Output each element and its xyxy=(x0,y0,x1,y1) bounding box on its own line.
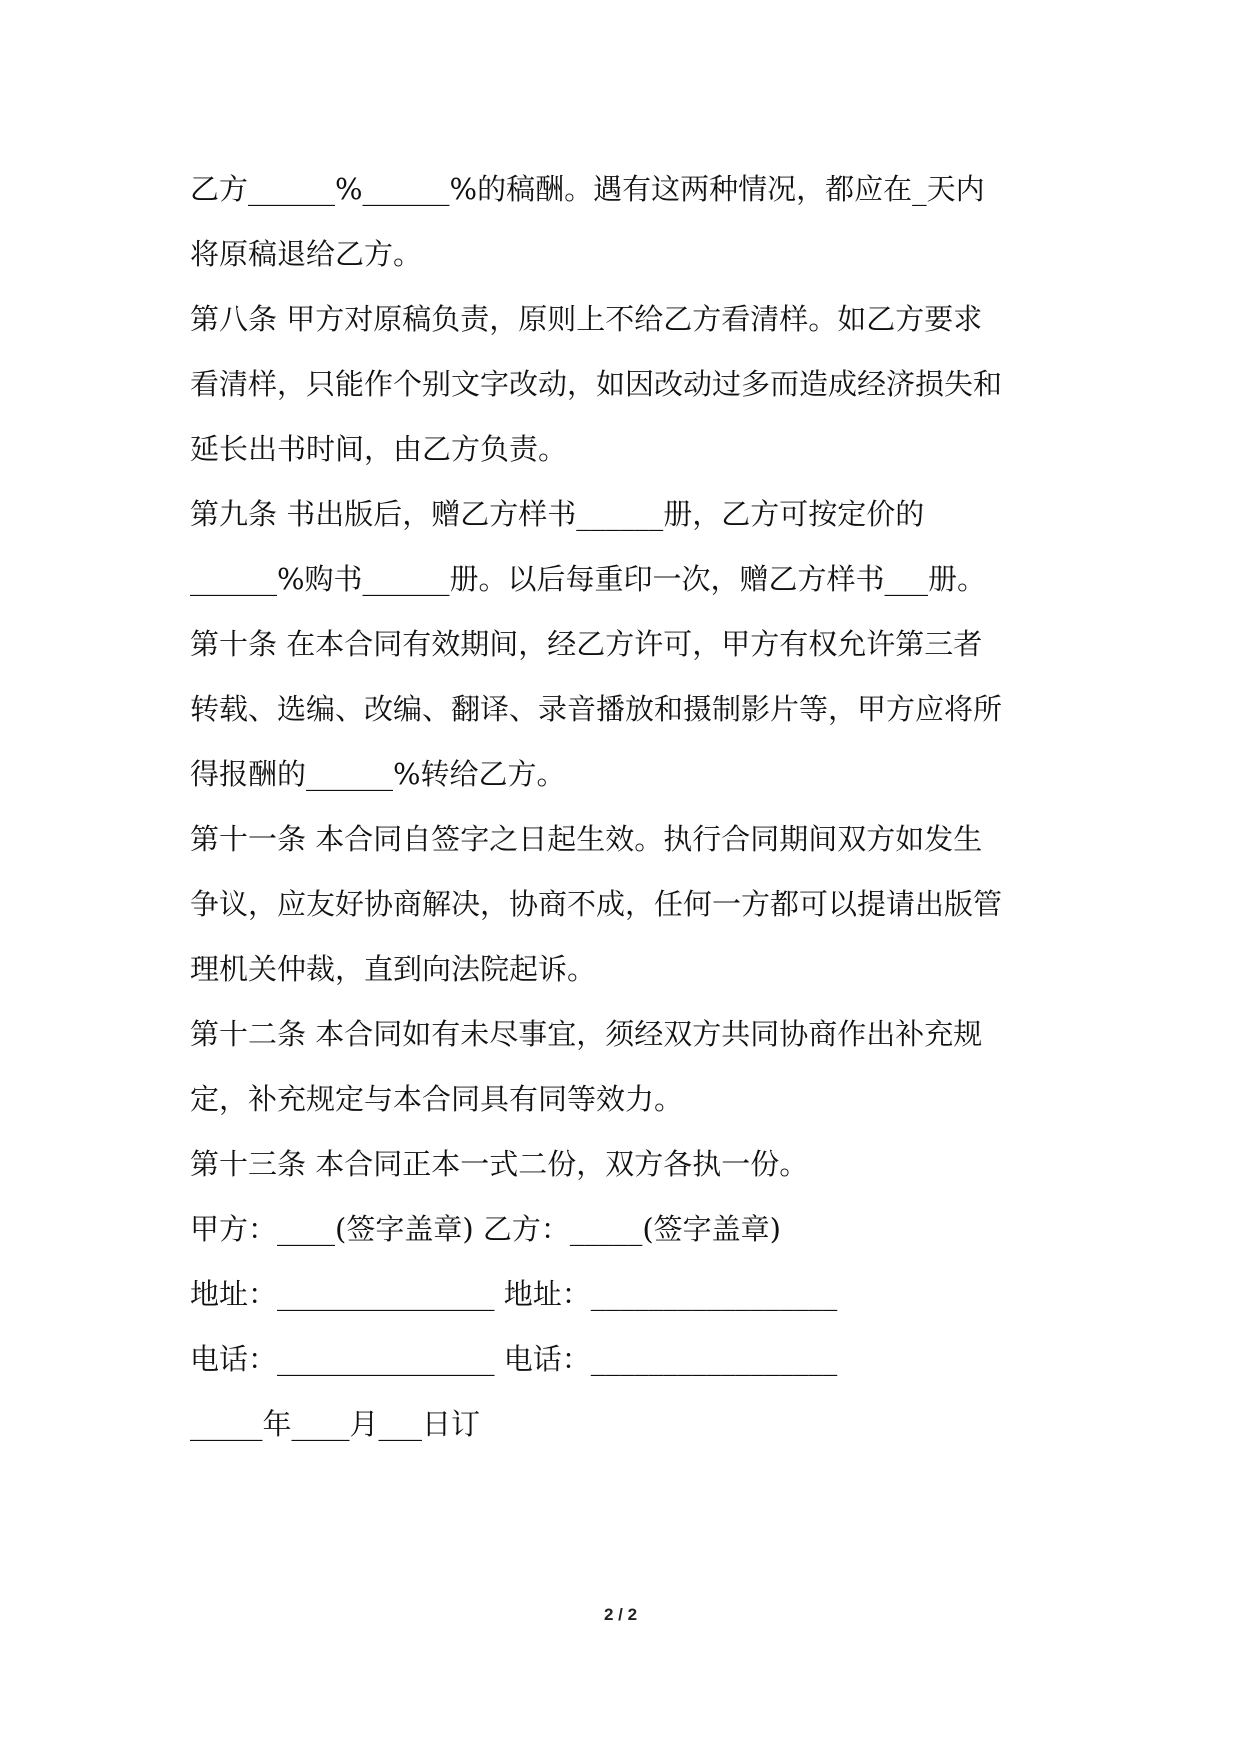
text-line: 争议，应友好协商解决，协商不成，任何一方都可以提请出版管 xyxy=(190,887,1003,921)
text-line: 延长出书时间，由乙方负责。 xyxy=(190,432,568,466)
date-line: _____年____月___日订 xyxy=(190,1407,481,1441)
address-line: 地址：_______________ 地址：_________________ xyxy=(190,1277,838,1311)
article-10-line: 第十条 在本合同有效期间，经乙方许可，甲方有权允许第三者 xyxy=(190,627,983,661)
article-12-line: 第十二条 本合同如有未尽事宜，须经双方共同协商作出补充规 xyxy=(190,1017,983,1051)
contract-body xyxy=(190,157,1070,1457)
article-13-line: 第十三条 本合同正本一式二份，双方各执一份。 xyxy=(190,1147,809,1181)
text-line: 理机关仲裁，直到向法院起诉。 xyxy=(190,952,597,986)
article-8-line: 第八条 甲方对原稿负责，原则上不给乙方看清样。如乙方要求 xyxy=(190,302,983,336)
text-line: 将原稿退给乙方。 xyxy=(190,237,423,271)
phone-line: 电话：_______________ 电话：_________________ xyxy=(190,1342,838,1376)
text-line: 看清样，只能作个别文字改动，如因改动过多而造成经济损失和 xyxy=(190,367,1003,401)
text-line: 乙方______%______%的稿酬。遇有这两种情况，都应在_天内 xyxy=(190,172,985,206)
text-line: ______%购书______册。以后每重印一次，赠乙方样书___册。 xyxy=(190,562,987,596)
article-11-line: 第十一条 本合同自签字之日起生效。执行合同期间双方如发生 xyxy=(190,822,983,856)
text-line: 得报酬的______%转给乙方。 xyxy=(190,757,566,791)
signature-line: 甲方：____(签字盖章) 乙方：_____(签字盖章) xyxy=(190,1212,781,1246)
page-number: 2 / 2 xyxy=(603,1605,638,1624)
text-line: 定，补充规定与本合同具有同等效力。 xyxy=(190,1082,684,1116)
article-9-line: 第九条 书出版后，赠乙方样书______册，乙方可按定价的 xyxy=(190,497,925,531)
text-line: 转载、选编、改编、翻译、录音播放和摄制影片等，甲方应将所 xyxy=(190,692,1003,726)
